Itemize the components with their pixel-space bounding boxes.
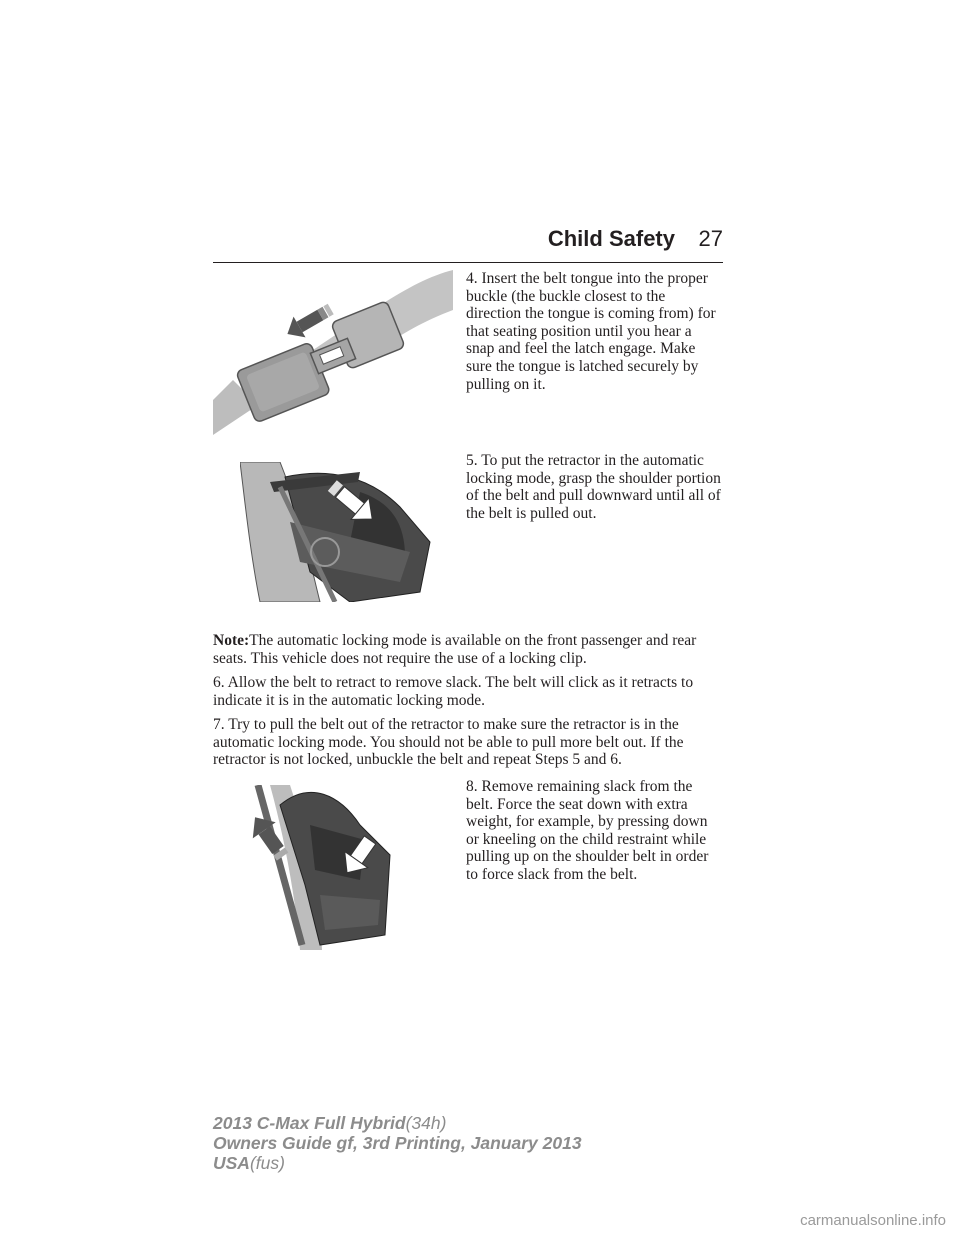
step-4-text: 4. Insert the belt tongue into the proper buckle (the buckle closest to the direction the tongue is coming from) for that seating position until you hear a snap and feel the latch engage. Make sure the tongue is latched securely by pulling on it. (466, 270, 716, 393)
header-divider (213, 262, 723, 263)
step-7-text: 7. Try to pull the belt out of the retractor to make sure the retractor is in the automatic locking mode. You should not be able to pull more belt out. If the retractor is not locked, unbuckle the belt and repeat Steps 5 and 6. (213, 716, 684, 769)
document-footer (213, 1113, 582, 1173)
watermark: carmanualsonline.info (800, 1212, 946, 1229)
footer-line-2: Owners Guide gf, 3rd Printing, January 2013 (213, 1133, 582, 1153)
belt-buckle-illustration (213, 270, 458, 435)
step-8-text: 8. Remove remaining slack from the belt. Force the seat down with extra weight, for example, by pressing down or kneeling on the child restraint while pulling up on the shoulder belt in order to force slack from the belt. (466, 778, 709, 883)
step-5-text: 5. To put the retractor in the automatic locking mode, grasp the shoulder portion of the belt and pull downward until all of the belt is pulled out. (466, 452, 721, 522)
retractor-illustration (240, 462, 435, 602)
note-text: The automatic locking mode is available on the front passenger and rear seats. This vehicle does not require the use of a locking clip. (213, 632, 697, 667)
footer-line-3: USA(fus) (213, 1153, 285, 1173)
page-number: 27 (698, 226, 723, 251)
page-header (213, 226, 723, 262)
remove-slack-illustration (250, 785, 400, 950)
note-label: Note: (213, 632, 250, 649)
note-paragraph (213, 632, 723, 667)
footer-line-1: 2013 C-Max Full Hybrid(34h) (213, 1113, 447, 1133)
section-title: Child Safety (547, 226, 675, 251)
step-6-text: 6. Allow the belt to retract to remove slack. The belt will click as it retracts to indicate it is in the automatic locking mode. (213, 674, 694, 709)
